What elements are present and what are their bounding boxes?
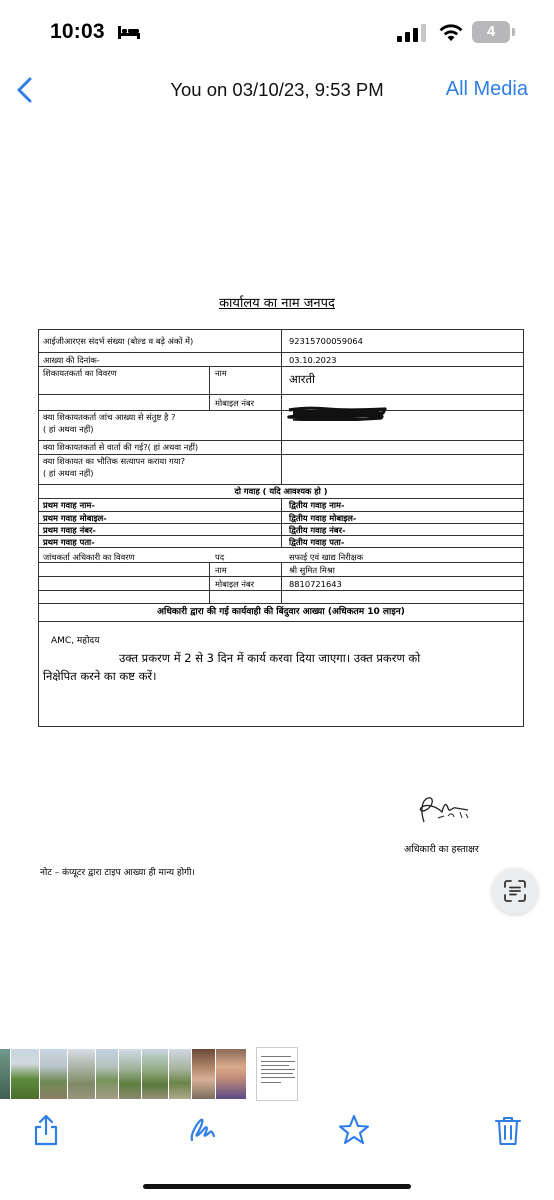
complainant-label: शिकायतकर्ता का विवरण xyxy=(43,368,117,378)
report-form-table xyxy=(38,329,524,727)
thumbnail[interactable] xyxy=(216,1049,246,1099)
igrs-label: आईजीआरएस संदर्भ संख्या (बोल्ड व बड़े अंकों में) xyxy=(43,336,194,346)
favorite-icon[interactable] xyxy=(336,1112,372,1148)
thumbnail[interactable] xyxy=(40,1049,67,1099)
complainant-name-label: नाम xyxy=(215,368,227,378)
cellular-signal-icon xyxy=(397,24,427,42)
battery-tip xyxy=(512,28,515,36)
thumbnail[interactable] xyxy=(68,1049,95,1099)
officer-mobile-label: मोबाइल नंबर xyxy=(215,579,255,589)
bed-icon xyxy=(117,24,141,40)
officer-signature xyxy=(408,792,488,828)
document-image[interactable] xyxy=(0,118,554,1044)
second-witness-mobile: द्वितीय गवाह मोबाइल- xyxy=(289,513,357,523)
officer-post-value: सफाई एवं खाद्य निरीक्षक xyxy=(289,552,364,562)
status-time: 10:03 xyxy=(50,20,105,43)
back-chevron-icon[interactable] xyxy=(14,76,36,104)
status-bar xyxy=(0,0,554,62)
document-note: नोट – कंप्यूटर द्वारा टाइप आख्या ही मान्य होगी। xyxy=(40,868,195,878)
thumbnail[interactable] xyxy=(169,1049,191,1099)
thumbnail[interactable] xyxy=(192,1049,215,1099)
satisfied-question: क्या शिकायतकर्ता जांच आख्या से संतुष्ट है ? xyxy=(43,412,176,422)
complainant-mobile-label: मोबाइल नंबर xyxy=(215,398,255,408)
second-witness-name: द्वितीय गवाह नाम- xyxy=(289,500,345,510)
thumbnail[interactable] xyxy=(0,1049,10,1099)
thumbnail[interactable] xyxy=(119,1049,141,1099)
battery-icon xyxy=(472,21,510,43)
first-witness-mobile: प्रथम गवाह मोबाइल- xyxy=(43,513,107,523)
talked-question: क्या शिकायतकर्ता से वार्ता की गई?( हां अथवा नहीं) xyxy=(43,442,199,452)
first-witness-address: प्रथम गवाह पता- xyxy=(43,537,95,547)
officer-name-label: नाम xyxy=(215,565,227,575)
live-text-icon xyxy=(503,879,527,903)
satisfied-hint: ( हां अथवा नहीं) xyxy=(43,424,94,434)
complainant-name-value: आरती xyxy=(289,372,315,386)
thumbnail[interactable] xyxy=(142,1049,168,1099)
markup-icon[interactable] xyxy=(184,1112,220,1148)
officer-name-value: श्री सुमित मिश्रा xyxy=(289,565,335,575)
igrs-value: 92315700059064 xyxy=(289,336,363,346)
witness-header: दो गवाह ( यदि आवश्यक हो ) xyxy=(234,486,328,496)
battery-level: 4 xyxy=(486,23,496,40)
document-heading: कार्यालय का नाम जनपद xyxy=(219,296,335,311)
delete-icon[interactable] xyxy=(490,1112,526,1148)
thumbnail[interactable] xyxy=(96,1049,118,1099)
report-date-value: 03.10.2023 xyxy=(289,355,337,365)
thumbnail-current[interactable] xyxy=(256,1047,298,1101)
officer-mobile-value: 8810721643 xyxy=(289,579,342,589)
share-icon[interactable] xyxy=(28,1112,64,1148)
first-witness-number: प्रथम गवाह नंबर- xyxy=(43,525,96,535)
thumbnail[interactable] xyxy=(11,1049,39,1099)
first-witness-name: प्रथम गवाह नाम- xyxy=(43,500,95,510)
bottom-toolbar xyxy=(0,1104,554,1200)
remarks-salutation: AMC, महोदय xyxy=(51,636,100,646)
redacted-scribble xyxy=(287,406,387,421)
nav-bar xyxy=(0,62,554,118)
all-media-button[interactable]: All Media xyxy=(445,78,528,100)
officer-label: जांचकर्ता अधिकारी का विवरण xyxy=(43,552,135,562)
verify-hint: ( हां अथवा नहीं) xyxy=(43,468,94,478)
remarks-line-2: निक्षेपित करने का कष्ट करें। xyxy=(43,669,157,683)
live-text-button[interactable] xyxy=(492,868,538,914)
officer-post-label: पद xyxy=(215,552,225,562)
second-witness-number: द्वितीय गवाह नंबर- xyxy=(289,525,346,535)
signature-label: अधिकारी का हस्ताक्षर xyxy=(404,844,479,855)
wifi-icon xyxy=(438,22,464,42)
report-date-label: आख्या की दिनांक- xyxy=(43,355,100,365)
action-header: अधिकारी द्वारा की गई कार्यवाही की बिंदुवार आख्या (अधिकतम 10 लाइन) xyxy=(157,607,405,617)
thumbnail-strip[interactable] xyxy=(0,1044,554,1104)
verify-question: क्या शिकायत का भौतिक सत्यापन कराया गया? xyxy=(43,456,186,466)
remarks-line-1: उक्त प्रकरण में 2 से 3 दिन में कार्य करवा दिया जाएगा। उक्त प्रकरण को xyxy=(119,651,421,665)
home-indicator xyxy=(143,1184,411,1189)
nav-title: You on 03/10/23, 9:53 PM xyxy=(170,79,384,100)
second-witness-address: द्वितीय गवाह पता- xyxy=(289,537,345,547)
